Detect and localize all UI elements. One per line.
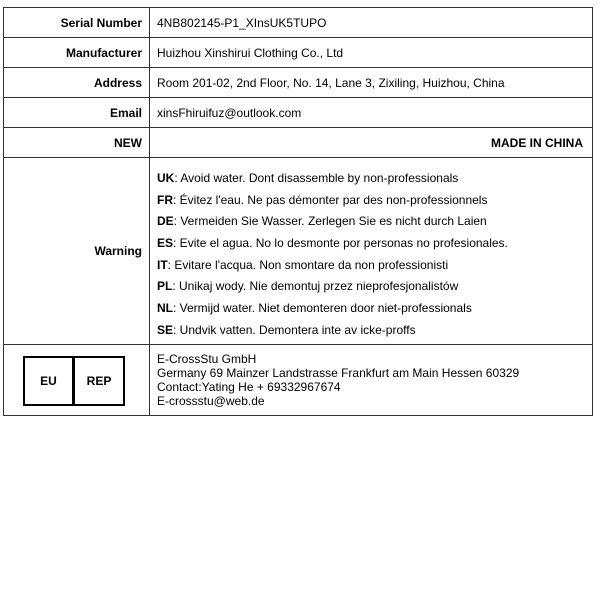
warning-line bbox=[157, 211, 592, 233]
manufacturer-row bbox=[4, 38, 593, 68]
address-value: Room 201-02, 2nd Floor, No. 14, Lane 3, Zixiling, Huizhou, China bbox=[150, 68, 593, 98]
email-row bbox=[4, 98, 593, 128]
eu-rep-email: E-crossstu@web.de bbox=[157, 394, 265, 408]
product-label-table bbox=[3, 7, 593, 416]
manufacturer-value: Huizhou Xinshirui Clothing Co., Ltd bbox=[150, 38, 593, 68]
warning-line bbox=[157, 320, 592, 342]
warning-text: : Avoid water. Dont disassemble by non-professionals bbox=[174, 171, 459, 185]
new-label: NEW bbox=[4, 128, 150, 158]
warning-line bbox=[157, 190, 592, 212]
eu-rep-address: Germany 69 Mainzer Landstrasse Frankfurt am Main Hessen 60329 bbox=[157, 366, 520, 380]
eu-rep-contact: Contact:Yating He + 69332967674 bbox=[157, 380, 341, 394]
warning-label: Warning bbox=[4, 158, 150, 345]
warning-lang-code: SE bbox=[157, 322, 174, 337]
warning-lang-code: PL bbox=[157, 279, 173, 294]
warning-list bbox=[150, 158, 592, 342]
eu-rep-company: E-CrossStu GmbH bbox=[157, 352, 257, 366]
warning-text: : Vermijd water. Niet demonteren door niet-professionals bbox=[173, 301, 472, 316]
warning-lang-code: NL bbox=[157, 301, 173, 316]
rep-badge-text: REP bbox=[86, 374, 112, 388]
made-in-label: MADE IN CHINA bbox=[150, 128, 593, 158]
serial-number-row bbox=[4, 8, 593, 38]
warning-row bbox=[4, 158, 593, 345]
warning-line bbox=[157, 233, 592, 255]
eu-badge-text: EU bbox=[25, 358, 75, 404]
manufacturer-label: Manufacturer bbox=[4, 38, 150, 68]
address-row bbox=[4, 68, 593, 98]
warning-line bbox=[157, 255, 592, 277]
warning-lang-code: DE bbox=[157, 214, 174, 229]
warning-line bbox=[157, 276, 592, 298]
warning-line bbox=[157, 168, 592, 190]
warning-lang-code: IT bbox=[157, 257, 168, 272]
warning-lang-code: ES bbox=[157, 236, 174, 251]
warning-text: : Évitez l'eau. Ne pas démonter par des non-professionnels bbox=[173, 192, 488, 207]
warning-lang-code: UK bbox=[157, 171, 175, 185]
eu-rep-row bbox=[4, 345, 593, 416]
serial-number-label: Serial Number bbox=[4, 8, 150, 38]
eu-rep-details bbox=[150, 345, 592, 408]
warning-text: : Undvik vatten. Demontera inte av icke-proffs bbox=[173, 322, 416, 337]
address-label: Address bbox=[4, 68, 150, 98]
warning-lang-code: FR bbox=[157, 192, 173, 207]
eu-rep-details-cell bbox=[150, 345, 593, 416]
warning-text: : Evitare l'acqua. Non smontare da non professionisti bbox=[167, 257, 449, 272]
email-value: xinsFhiruifuz@outlook.com bbox=[150, 98, 593, 128]
serial-number-value: 4NB802145-P1_XInsUK5TUPO bbox=[150, 8, 593, 38]
email-label: Email bbox=[4, 98, 150, 128]
warning-text: : Evite el agua. No lo desmonte por personas no profesionales. bbox=[173, 236, 508, 251]
warning-text: : Unikaj wody. Nie demontuj przez nieprofesjonalistów bbox=[172, 279, 459, 294]
eu-rep-box bbox=[4, 345, 149, 415]
warning-cell bbox=[150, 158, 593, 345]
condition-row bbox=[4, 128, 593, 158]
warning-text: : Vermeiden Sie Wasser. Zerlegen Sie es nicht durch Laien bbox=[173, 214, 487, 229]
warning-line bbox=[157, 298, 592, 320]
eu-rep-badge bbox=[23, 356, 125, 406]
eu-rep-badge-cell bbox=[4, 345, 150, 416]
